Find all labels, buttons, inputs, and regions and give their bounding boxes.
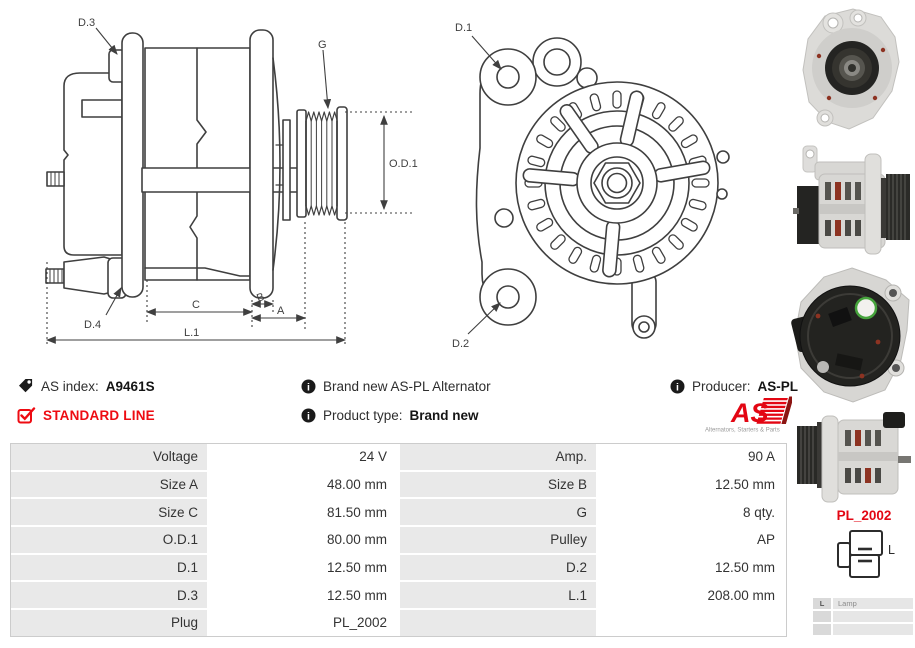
- as-index-label: AS index:: [41, 378, 99, 394]
- spec-value: 8 qty.: [598, 499, 786, 525]
- product-type-label: Product type:: [323, 407, 403, 423]
- rear-bracket: [122, 33, 143, 297]
- spec-label: Size B: [400, 472, 596, 498]
- checked-box-icon: [17, 407, 36, 424]
- dim-label-c: C: [192, 299, 200, 311]
- brand-new-row: [301, 377, 491, 395]
- plug-code: PL_2002: [836, 508, 892, 523]
- dim-label-d1: D.1: [455, 22, 473, 34]
- tag-icon: [17, 378, 34, 394]
- dim-label-d3: D.3: [78, 17, 96, 29]
- plug-block: [813, 508, 915, 635]
- spec-label: Size A: [11, 472, 207, 498]
- spec-value: 12.50 mm: [209, 582, 398, 608]
- product-photo-side-right: [793, 138, 915, 262]
- brand-new-text: Brand new AS-PL Alternator: [323, 378, 491, 394]
- pulley-ribs: [306, 112, 337, 121]
- product-photo-rear: [790, 264, 915, 406]
- spec-label: Amp.: [400, 444, 596, 470]
- info-icon: [301, 379, 316, 394]
- spec-value: PL_2002: [209, 610, 398, 636]
- producer-value: AS-PL: [757, 378, 799, 394]
- as-pl-logo: [697, 394, 792, 439]
- spec-label: Pulley: [400, 527, 596, 553]
- product-type-value: Brand new: [409, 407, 479, 423]
- spec-value: 208.00 mm: [598, 582, 786, 608]
- spec-value: 12.50 mm: [209, 555, 398, 581]
- spec-value: 80.00 mm: [209, 527, 398, 553]
- svg-text:i: i: [307, 380, 310, 393]
- spec-value: 24 V: [209, 444, 398, 470]
- spec-value: 12.50 mm: [598, 472, 786, 498]
- svg-text:i: i: [307, 409, 310, 422]
- producer-label: Producer:: [692, 378, 751, 394]
- spec-value: 48.00 mm: [209, 472, 398, 498]
- spec-label: Plug: [11, 610, 207, 636]
- spec-label: O.D.1: [11, 527, 207, 553]
- pulley-right-flange: [337, 107, 347, 220]
- plug-legend: [813, 598, 915, 635]
- plug-legend-desc: [833, 611, 913, 622]
- spec-value: 12.50 mm: [598, 555, 786, 581]
- producer-row: [670, 377, 798, 395]
- dim-label-d2: D.2: [452, 338, 470, 350]
- as-index-row: [17, 377, 155, 395]
- spec-value: AP: [598, 527, 786, 553]
- spec-value: 81.50 mm: [209, 499, 398, 525]
- dim-label-g: G: [318, 39, 327, 51]
- logo-text: AS: [731, 398, 769, 428]
- plug-pin-label: L: [888, 543, 895, 557]
- dim-label-b: B: [255, 290, 267, 305]
- spec-label: D.2: [400, 555, 596, 581]
- product-photo-side-left: [795, 408, 913, 506]
- plug-legend-desc: [833, 624, 913, 635]
- logo-tagline: Alternators, Starters & Parts: [705, 427, 780, 434]
- spec-value: 90 A: [598, 444, 786, 470]
- svg-text:i: i: [676, 380, 679, 393]
- spec-label: Size C: [11, 499, 207, 525]
- product-photo-front: [795, 6, 910, 134]
- spec-label: [400, 610, 596, 636]
- plug-legend-pin: [813, 624, 831, 635]
- spec-label: L.1: [400, 582, 596, 608]
- spec-label: D.1: [11, 555, 207, 581]
- front-view-technical-drawing: [440, 0, 785, 370]
- spec-label: D.3: [11, 582, 207, 608]
- side-view-technical-drawing: [0, 0, 440, 370]
- plug-legend-pin: [813, 611, 831, 622]
- dim-label-d4: D.4: [84, 319, 102, 331]
- info-icon: [670, 379, 685, 394]
- pulley-left-flange: [297, 110, 306, 217]
- plug-diagram: [826, 528, 902, 584]
- spec-value: [598, 610, 786, 636]
- dim-label-a: A: [277, 305, 285, 317]
- dim-label-od1: O.D.1: [389, 158, 418, 170]
- as-index-value: A9461S: [105, 378, 155, 394]
- standard-line-row: [17, 406, 155, 424]
- spec-label: G: [400, 499, 596, 525]
- plug-legend-pin: L: [813, 598, 831, 609]
- front-bracket: [250, 30, 273, 298]
- product-type-row: [301, 406, 479, 424]
- standard-line-label: STANDARD LINE: [43, 407, 155, 423]
- spec-label: Voltage: [11, 444, 207, 470]
- spec-table: [10, 443, 787, 637]
- plug-legend-desc: Lamp: [833, 598, 913, 609]
- dim-label-l1: L.1: [184, 327, 200, 339]
- info-icon: [301, 408, 316, 423]
